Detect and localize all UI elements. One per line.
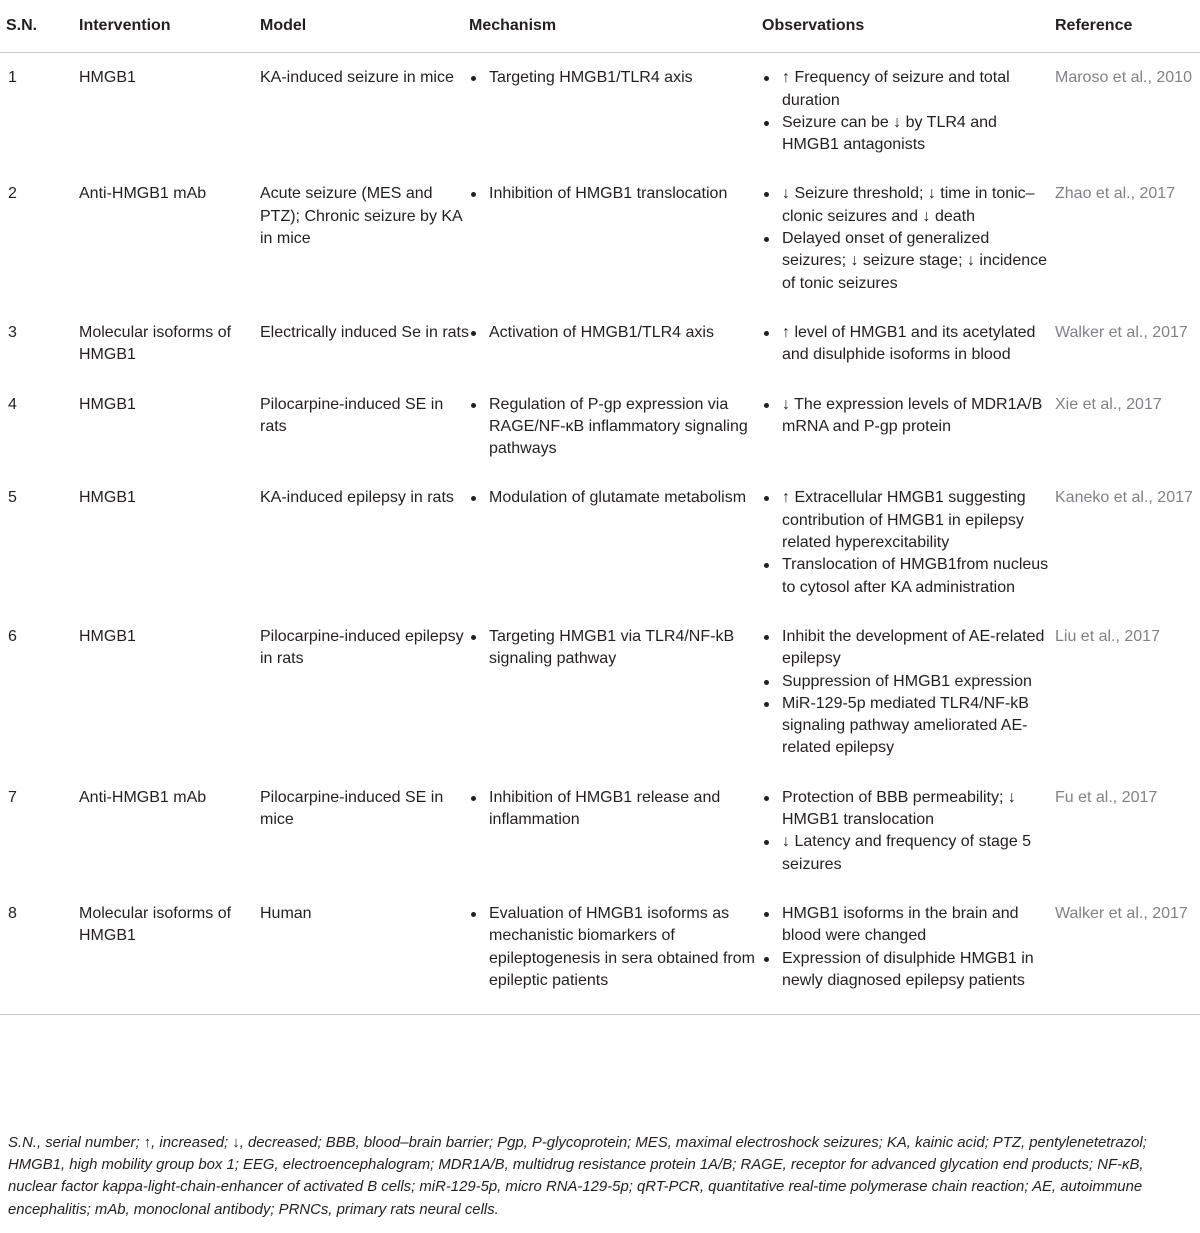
bullet-icon bbox=[764, 796, 769, 801]
bullet-icon bbox=[471, 192, 476, 197]
list-item bbox=[469, 487, 762, 509]
table-row bbox=[0, 183, 1200, 321]
cell-model: Electrically induced Se in rats bbox=[260, 323, 469, 341]
cell-mechanism bbox=[469, 394, 762, 488]
list-item-text: Evaluation of HMGB1 isoforms as mechanistic biomarkers of epileptogenesis in sera obtained from epileptic patients bbox=[489, 904, 755, 989]
bullet-icon bbox=[764, 403, 769, 408]
cell-observations bbox=[762, 487, 1055, 625]
list-item bbox=[762, 671, 1055, 693]
list-item-text: Activation of HMGB1/TLR4 axis bbox=[489, 323, 714, 341]
bullet-icon bbox=[764, 192, 769, 197]
list-item bbox=[469, 394, 762, 461]
list-item bbox=[469, 787, 762, 832]
table-header bbox=[0, 0, 1200, 53]
bullet-icon bbox=[471, 496, 476, 501]
list-item-text: Regulation of P-gp expression via RAGE/NF-κB inflammatory signaling pathways bbox=[489, 395, 748, 458]
cell-sn: 6 bbox=[8, 627, 17, 645]
cell-sn: 7 bbox=[8, 788, 17, 806]
cell-sn: 2 bbox=[8, 185, 17, 203]
cell-mechanism-list bbox=[469, 67, 762, 89]
cell-observations bbox=[762, 903, 1055, 1015]
cell-intervention: Anti-HMGB1 mAb bbox=[79, 185, 207, 203]
cell-mechanism bbox=[469, 487, 762, 625]
list-item-text: ↓ Seizure threshold; ↓ time in tonic–clonic seizures and ↓ death bbox=[782, 185, 1035, 225]
list-item bbox=[762, 67, 1055, 112]
bullet-icon bbox=[471, 796, 476, 801]
cell-mechanism-list bbox=[469, 322, 762, 344]
cell-intervention: HMGB1 bbox=[79, 489, 136, 507]
header-model: Model bbox=[260, 0, 469, 53]
bullet-icon bbox=[764, 496, 769, 501]
cell-mechanism-list bbox=[469, 787, 762, 832]
cell-observations bbox=[762, 183, 1055, 321]
table-row bbox=[0, 903, 1200, 1015]
bullet-icon bbox=[471, 403, 476, 408]
list-item-text: ↓ The expression levels of MDR1A/B mRNA and P-gp protein bbox=[782, 395, 1043, 435]
list-item-text: ↑ Extracellular HMGB1 suggesting contribution of HMGB1 in epilepsy related hyperexcitability bbox=[782, 489, 1026, 552]
cell-observations bbox=[762, 322, 1055, 394]
list-item-text: Inhibition of HMGB1 translocation bbox=[489, 185, 728, 203]
bullet-icon bbox=[764, 840, 769, 845]
list-item bbox=[762, 903, 1055, 948]
cell-observations-list bbox=[762, 626, 1055, 760]
cell-observations-list bbox=[762, 787, 1055, 876]
list-item-text: HMGB1 isoforms in the brain and blood were changed bbox=[782, 904, 1019, 945]
cell-observations bbox=[762, 626, 1055, 787]
cell-reference: Walker et al., 2017 bbox=[1055, 323, 1188, 341]
list-item-text: Translocation of HMGB1from nucleus to cytosol after KA administration bbox=[782, 556, 1049, 596]
table-row bbox=[0, 787, 1200, 903]
list-item-text: Seizure can be ↓ by TLR4 and HMGB1 antagonists bbox=[782, 113, 997, 154]
cell-observations-list bbox=[762, 322, 1055, 367]
cell-sn: 3 bbox=[8, 323, 17, 341]
cell-model: Acute seizure (MES and PTZ); Chronic seizure by KA in mice bbox=[260, 185, 462, 248]
table-row bbox=[0, 53, 1200, 184]
cell-reference: Zhao et al., 2017 bbox=[1055, 185, 1176, 203]
cell-mechanism bbox=[469, 53, 762, 184]
list-item bbox=[762, 948, 1055, 993]
cell-reference: Liu et al., 2017 bbox=[1055, 627, 1160, 645]
cell-intervention: HMGB1 bbox=[79, 395, 136, 413]
bullet-icon bbox=[471, 76, 476, 81]
cell-reference: Maroso et al., 2010 bbox=[1055, 69, 1192, 87]
cell-model: Human bbox=[260, 903, 469, 1015]
cell-observations-list bbox=[762, 67, 1055, 156]
table-row bbox=[0, 626, 1200, 787]
list-item bbox=[762, 183, 1055, 228]
cell-intervention: Molecular isoforms of HMGB1 bbox=[79, 323, 232, 364]
bullet-icon bbox=[764, 957, 769, 962]
cell-mechanism bbox=[469, 322, 762, 394]
cell-sn: 1 bbox=[8, 69, 17, 87]
bullet-icon bbox=[764, 912, 769, 917]
cell-mechanism-list bbox=[469, 903, 762, 992]
bullet-icon bbox=[471, 331, 476, 336]
cell-mechanism bbox=[469, 183, 762, 321]
bullet-icon bbox=[471, 912, 476, 917]
bullet-icon bbox=[764, 635, 769, 640]
cell-model: Pilocarpine-induced SE in rats bbox=[260, 395, 444, 435]
list-item-text: Delayed onset of generalized seizures; ↓ seizure stage; ↓ incidence of tonic seizures bbox=[782, 230, 1048, 292]
cell-observations-list bbox=[762, 394, 1055, 439]
list-item bbox=[762, 693, 1055, 760]
list-item-text: Expression of disulphide HMGB1 in newly diagnosed epilepsy patients bbox=[782, 949, 1034, 989]
list-item bbox=[762, 626, 1055, 671]
list-item bbox=[762, 487, 1055, 554]
cell-reference: Kaneko et al., 2017 bbox=[1055, 489, 1193, 507]
cell-intervention: HMGB1 bbox=[79, 69, 136, 87]
list-item bbox=[762, 787, 1055, 832]
table-row bbox=[0, 394, 1200, 488]
bullet-icon bbox=[471, 635, 476, 640]
cell-intervention: Molecular isoforms of HMGB1 bbox=[79, 903, 260, 1015]
list-item bbox=[762, 831, 1055, 876]
cell-reference: Fu et al., 2017 bbox=[1055, 788, 1158, 806]
list-item-text: ↑ level of HMGB1 and its acetylated and disulphide isoforms in blood bbox=[782, 323, 1036, 364]
list-item bbox=[469, 626, 762, 671]
cell-model: Pilocarpine-induced epilepsy in rats bbox=[260, 627, 464, 668]
list-item-text: Protection of BBB permeability; ↓ HMGB1 translocation bbox=[782, 788, 1016, 829]
header-reference: Reference bbox=[1055, 0, 1200, 53]
list-item bbox=[469, 67, 762, 89]
list-item-text: Modulation of glutamate metabolism bbox=[489, 489, 747, 507]
list-item-text: ↓ Latency and frequency of stage 5 seizures bbox=[782, 833, 1032, 873]
header-observations: Observations bbox=[762, 0, 1055, 53]
cell-observations bbox=[762, 787, 1055, 903]
table-row bbox=[0, 487, 1200, 625]
cell-intervention: Anti-HMGB1 mAb bbox=[79, 788, 207, 806]
cell-model: KA-induced epilepsy in rats bbox=[260, 489, 454, 507]
cell-observations bbox=[762, 394, 1055, 488]
bullet-icon bbox=[764, 702, 769, 707]
list-item-text: ↑ Frequency of seizure and total duration bbox=[782, 69, 1010, 109]
cell-mechanism-list bbox=[469, 183, 762, 205]
header-intervention: Intervention bbox=[79, 0, 260, 53]
table-row bbox=[0, 322, 1200, 394]
cell-mechanism bbox=[469, 626, 762, 787]
cell-mechanism-list bbox=[469, 487, 762, 509]
list-item bbox=[469, 903, 762, 992]
bullet-icon bbox=[764, 76, 769, 81]
list-item bbox=[762, 228, 1055, 295]
bullet-icon bbox=[764, 237, 769, 242]
cell-observations-list bbox=[762, 487, 1055, 598]
cell-observations-list bbox=[762, 903, 1055, 992]
list-item bbox=[762, 112, 1055, 157]
bullet-icon bbox=[764, 121, 769, 126]
list-item-text: MiR-129-5p mediated TLR4/NF-kB signaling pathway ameliorated AE-related epilepsy bbox=[782, 694, 1029, 757]
cell-reference: Walker et al., 2017 bbox=[1055, 903, 1200, 1015]
list-item-text: Inhibition of HMGB1 release and inflammation bbox=[489, 788, 721, 829]
cell-observations-list bbox=[762, 183, 1055, 294]
list-item bbox=[762, 394, 1055, 439]
bullet-icon bbox=[764, 563, 769, 568]
table-footnote: S.N., serial number; ↑, increased; ↓, decreased; BBB, blood–brain barrier; Pgp, P-glycoprotein; MES, maximal electroshock seizures; KA, kainic acid; PTZ, pentylenetetrazol; HMGB1, high mobility group box 1; EEG, electroencephalogram; MDR1A/B, multidrug resistance protein 1A/B; RAGE, receptor for advanced glycation end products; NF-κB, nuclear factor kappa-light-chain-enhancer of activated B cells; miR-129-5p, micro RNA-129-5p; qRT-PCR, quantitative real-time polymerase chain reaction; AE, autoimmune encephalitis; mAb, monoclonal antibody; PRNCs, primary rats neural cells. bbox=[8, 1135, 1147, 1218]
list-item bbox=[469, 322, 762, 344]
list-item bbox=[762, 322, 1055, 367]
cell-mechanism-list bbox=[469, 394, 762, 461]
bullet-icon bbox=[764, 680, 769, 685]
cell-reference: Xie et al., 2017 bbox=[1055, 395, 1162, 413]
cell-mechanism-list bbox=[469, 626, 762, 671]
cell-mechanism bbox=[469, 903, 762, 1015]
cell-sn: 5 bbox=[8, 489, 17, 507]
header-sn: S.N. bbox=[0, 0, 79, 53]
list-item bbox=[762, 554, 1055, 599]
cell-observations bbox=[762, 53, 1055, 184]
cell-mechanism bbox=[469, 787, 762, 903]
table-body bbox=[0, 53, 1200, 1015]
list-item-text: Inhibit the development of AE-related epilepsy bbox=[782, 627, 1045, 668]
list-item-text: Targeting HMGB1 via TLR4/NF-kB signaling pathway bbox=[489, 627, 735, 668]
cell-sn: 8 bbox=[0, 903, 79, 1015]
list-item-text: Suppression of HMGB1 expression bbox=[782, 672, 1032, 690]
cell-model: KA-induced seizure in mice bbox=[260, 69, 454, 87]
list-item-text: Targeting HMGB1/TLR4 axis bbox=[489, 69, 693, 87]
cell-model: Pilocarpine-induced SE in mice bbox=[260, 788, 444, 829]
bullet-icon bbox=[764, 331, 769, 336]
header-mechanism: Mechanism bbox=[469, 0, 762, 53]
cell-sn: 4 bbox=[8, 395, 17, 413]
list-item bbox=[469, 183, 762, 205]
cell-intervention: HMGB1 bbox=[79, 627, 136, 645]
